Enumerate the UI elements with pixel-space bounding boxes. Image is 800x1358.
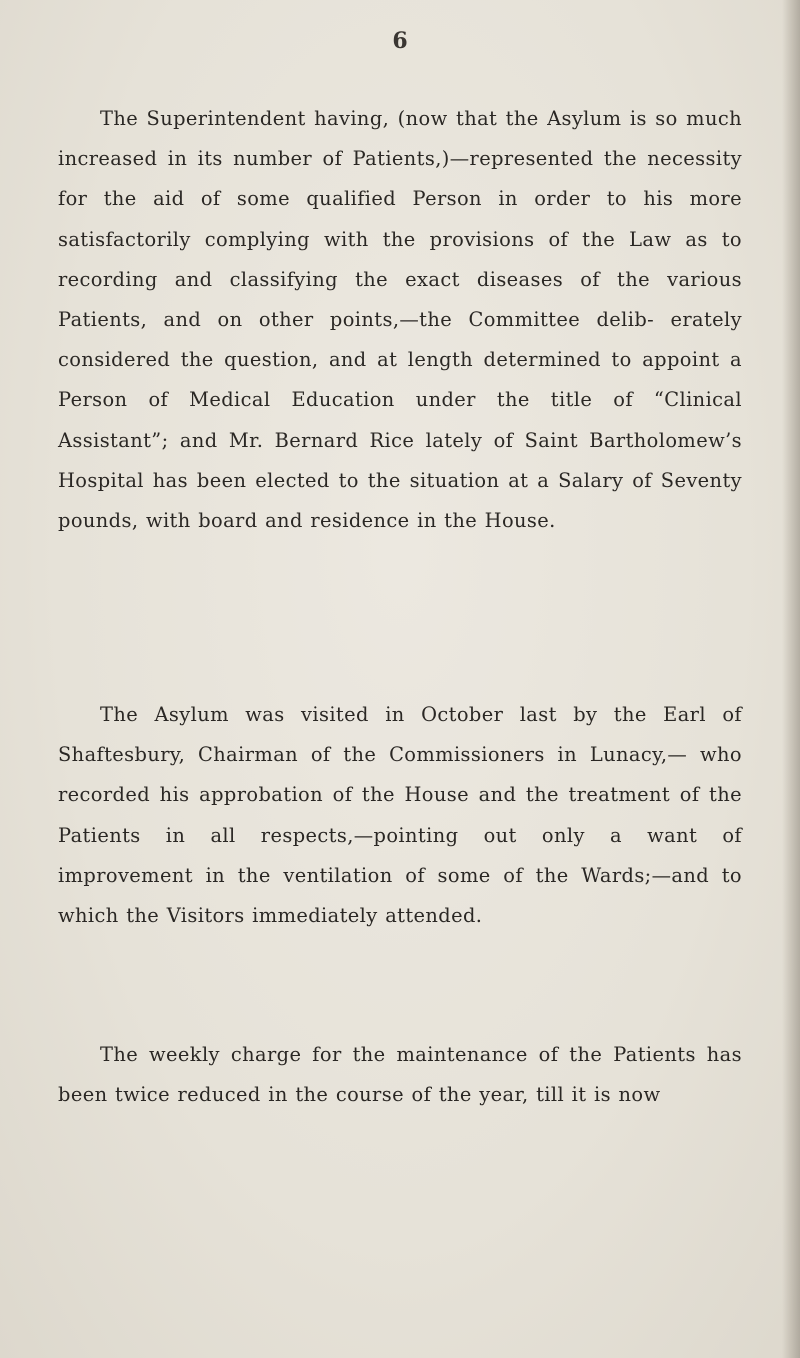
page-edge-shadow [782,0,800,1358]
paragraph-asylum-visit [58,695,742,936]
paragraph-text: The Superintendent having, (now that the Asylum is so much increased in its number of Patients,)—represented the necessity for the aid of some qualified Person in order to his more satisfactorily complying with the provisions of the Law as to recording and classifying the exact diseases of the various Patients, and on other points,—the Committee delib- erately considered the question, and at length determined to appoint a Person of Medical Education under the title of “Clinical Assistant”; and Mr. Bernard Rice lately of Saint Bartholomew’s Hospital has been elected to the situation at a Salary of Seventy pounds, with board and residence in the House. [58,107,742,533]
paragraph-text: The weekly charge for the maintenance of the Patients has been twice reduced in the course of the year, till it is now [58,1043,742,1107]
paragraph-clinical-assistant [58,99,742,541]
paragraph-text: The Asylum was visited in October last by the Earl of Shaftesbury, Chairman of the Commissioners in Lunacy,— who recorded his approbation of the House and the treatment of the Patients in all respects,—pointing out only a want of improvement in the ventilation of some of the Wards;—and to which the Visitors immediately attended. [58,703,742,928]
page-number: 6 [392,28,408,54]
paragraph-weekly-charge [58,1035,742,1115]
